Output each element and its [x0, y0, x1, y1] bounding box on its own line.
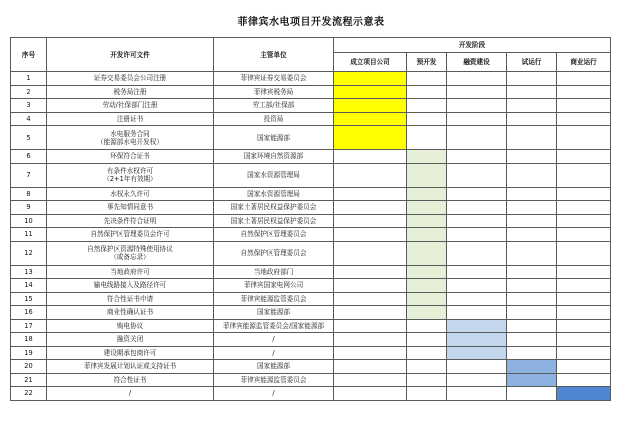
row-dept: 自然保护区管理委员会	[214, 228, 334, 242]
row-permit-text: 水电服务合同 （能源部水电开发权）	[97, 129, 163, 146]
row-dept: 菲律宾能源监管委员会/国家能源部	[214, 319, 334, 333]
row-number: 15	[11, 292, 47, 306]
row-permit-text: 建设期承包商许可	[103, 348, 157, 357]
stage-cell	[447, 387, 507, 401]
stage-cell-active	[334, 112, 407, 126]
row-permit-text: 税务局注册	[113, 87, 147, 96]
stage-cell	[557, 150, 611, 164]
row-permit-text: 环保符合证书	[110, 152, 150, 161]
row-number: 17	[11, 319, 47, 333]
row-dept: 当地政府部门	[214, 265, 334, 279]
row-permit	[47, 201, 214, 215]
row-dept: 国家能源部	[214, 306, 334, 320]
stage-cell	[407, 319, 447, 333]
stage-cell	[557, 265, 611, 279]
stage-cell	[557, 112, 611, 126]
stage-cell	[334, 150, 407, 164]
stage-cell	[407, 112, 447, 126]
stage-cell	[557, 201, 611, 215]
stage-cell	[507, 319, 557, 333]
table-row	[11, 112, 611, 126]
row-permit-text: 当地政府许可	[110, 267, 150, 276]
row-number: 14	[11, 279, 47, 293]
stage-cell	[507, 346, 557, 360]
stage-cell	[447, 241, 507, 265]
row-permit	[47, 360, 214, 374]
stage-cell	[557, 292, 611, 306]
stage-cell-active	[334, 126, 407, 150]
stage-cell	[447, 187, 507, 201]
stage-cell	[447, 99, 507, 113]
row-permit	[47, 346, 214, 360]
row-permit-text: 事先知情同意书	[106, 203, 154, 212]
stage-cell	[334, 201, 407, 215]
stage-cell	[507, 112, 557, 126]
stage-cell	[334, 373, 407, 387]
row-number: 2	[11, 85, 47, 99]
stage-cell	[507, 187, 557, 201]
stage-cell	[557, 85, 611, 99]
row-dept: 国家水资源管理局	[214, 187, 334, 201]
row-dept: 投资局	[214, 112, 334, 126]
stage-cell	[507, 333, 557, 347]
stage-cell-active	[407, 228, 447, 242]
stage-cell	[407, 387, 447, 401]
row-dept: /	[214, 387, 334, 401]
stage-cell	[334, 163, 407, 187]
row-permit-text: 购电协议	[116, 321, 144, 330]
row-dept: 菲律宾证券交易委员会	[214, 72, 334, 86]
stage-cell-active	[407, 150, 447, 164]
row-permit	[47, 214, 214, 228]
stage-cell	[447, 306, 507, 320]
stage-cell	[447, 292, 507, 306]
stage-cell	[557, 279, 611, 293]
stage-cell	[334, 333, 407, 347]
table-row	[11, 85, 611, 99]
stage-cell-active	[447, 319, 507, 333]
row-permit	[47, 241, 214, 265]
stage-cell-active	[407, 214, 447, 228]
row-dept: 菲律宾能源监管委员会	[214, 373, 334, 387]
row-number: 8	[11, 187, 47, 201]
stage-cell	[407, 373, 447, 387]
stage-cell	[447, 85, 507, 99]
header-stage-trial: 试运行	[507, 53, 557, 72]
stage-cell	[557, 163, 611, 187]
page-title: 菲律宾水电项目开发流程示意表	[237, 17, 385, 28]
row-permit-text: 输电线路接入及路径许可	[93, 281, 167, 290]
stage-cell	[334, 214, 407, 228]
stage-cell	[507, 387, 557, 401]
row-number: 7	[11, 163, 47, 187]
stage-cell	[507, 228, 557, 242]
row-dept: 劳工部/社保部	[214, 99, 334, 113]
stage-cell	[407, 346, 447, 360]
row-permit	[47, 228, 214, 242]
stage-cell-active	[334, 99, 407, 113]
stage-cell-active	[557, 387, 611, 401]
table-row	[11, 306, 611, 320]
stage-cell	[334, 319, 407, 333]
row-dept: /	[214, 333, 334, 347]
stage-cell	[334, 228, 407, 242]
row-permit-text: 自然保护区管理委员会许可	[90, 230, 170, 239]
row-permit	[47, 163, 214, 187]
stage-cell	[447, 112, 507, 126]
row-dept: 国家能源部	[214, 360, 334, 374]
stage-cell	[507, 265, 557, 279]
table-row	[11, 126, 611, 150]
row-number: 21	[11, 373, 47, 387]
row-number: 13	[11, 265, 47, 279]
stage-cell	[447, 373, 507, 387]
row-permit	[47, 387, 214, 401]
stage-cell	[447, 214, 507, 228]
row-permit	[47, 373, 214, 387]
row-permit-text: 符合性证书	[113, 375, 147, 384]
table-row	[11, 373, 611, 387]
row-number: 16	[11, 306, 47, 320]
stage-cell	[557, 187, 611, 201]
row-number: 11	[11, 228, 47, 242]
stage-cell	[507, 214, 557, 228]
stage-cell	[557, 214, 611, 228]
row-number: 9	[11, 201, 47, 215]
row-dept: 国家环境自然资源部	[214, 150, 334, 164]
row-number: 19	[11, 346, 47, 360]
stage-cell	[507, 99, 557, 113]
table-row	[11, 187, 611, 201]
stage-cell	[334, 187, 407, 201]
row-number: 4	[11, 112, 47, 126]
row-dept: 自然保护区管理委员会	[214, 241, 334, 265]
table-row	[11, 333, 611, 347]
stage-cell	[507, 279, 557, 293]
row-permit-text: 融资关闭	[116, 335, 144, 344]
row-number: 10	[11, 214, 47, 228]
stage-cell-active	[507, 360, 557, 374]
row-permit-text: 劳动/社保部门注册	[102, 101, 158, 110]
row-dept: 国家能源部	[214, 126, 334, 150]
stage-cell	[557, 99, 611, 113]
stage-cell	[507, 150, 557, 164]
stage-cell	[507, 306, 557, 320]
stage-cell-active	[447, 333, 507, 347]
stage-cell-active	[407, 201, 447, 215]
stage-cell-active	[407, 306, 447, 320]
stage-cell	[507, 292, 557, 306]
table-row	[11, 279, 611, 293]
stage-cell	[334, 360, 407, 374]
stage-cell	[334, 265, 407, 279]
row-permit	[47, 265, 214, 279]
stage-cell	[557, 373, 611, 387]
row-permit	[47, 150, 214, 164]
stage-cell	[557, 241, 611, 265]
stage-cell	[407, 360, 447, 374]
row-dept: 国家水资源管理局	[214, 163, 334, 187]
stage-cell	[557, 333, 611, 347]
stage-cell	[447, 279, 507, 293]
stage-cell	[447, 228, 507, 242]
row-permit	[47, 279, 214, 293]
stage-cell	[557, 306, 611, 320]
table-row	[11, 265, 611, 279]
table-body	[11, 72, 611, 401]
row-permit	[47, 99, 214, 113]
stage-cell	[557, 346, 611, 360]
table-row	[11, 360, 611, 374]
process-table	[10, 37, 611, 401]
row-dept: 国家土著居民权益保护委员会	[214, 214, 334, 228]
stage-cell	[447, 265, 507, 279]
row-dept: /	[214, 346, 334, 360]
header-stage-commercial: 商业运行	[557, 53, 611, 72]
stage-cell	[557, 228, 611, 242]
row-permit-text: 自然保护区资源特殊使用协议 （或备忘录）	[87, 245, 173, 261]
stage-cell	[407, 126, 447, 150]
table-row	[11, 346, 611, 360]
row-permit-text: 先决条件符合证明	[103, 216, 157, 225]
row-permit-text: 菲律宾发展计划认证或支持证书	[83, 362, 177, 371]
stage-cell-active	[407, 163, 447, 187]
stage-cell	[557, 126, 611, 150]
row-number: 1	[11, 72, 47, 86]
stage-cell	[334, 306, 407, 320]
row-dept: 菲律宾国家电网公司	[214, 279, 334, 293]
row-permit	[47, 72, 214, 86]
stage-cell-active	[507, 373, 557, 387]
row-permit	[47, 306, 214, 320]
table-row	[11, 241, 611, 265]
stage-cell	[407, 333, 447, 347]
stage-cell	[407, 85, 447, 99]
header-no: 序号	[11, 38, 47, 72]
row-permit	[47, 319, 214, 333]
stage-cell	[507, 201, 557, 215]
row-number: 20	[11, 360, 47, 374]
stage-cell	[407, 99, 447, 113]
stage-cell-active	[407, 241, 447, 265]
stage-cell	[447, 360, 507, 374]
stage-cell-active	[407, 279, 447, 293]
stage-cell	[447, 201, 507, 215]
row-number: 5	[11, 126, 47, 150]
stage-cell-active	[447, 346, 507, 360]
stage-cell-active	[334, 85, 407, 99]
stage-cell	[447, 163, 507, 187]
table-row	[11, 201, 611, 215]
row-number: 18	[11, 333, 47, 347]
stage-cell	[557, 360, 611, 374]
stage-cell-active	[334, 72, 407, 86]
header-permit: 开发许可文件	[47, 38, 214, 72]
table-row	[11, 163, 611, 187]
row-number: 22	[11, 387, 47, 401]
header-stage-group: 开发阶段	[334, 38, 611, 53]
row-dept: 国家土著居民权益保护委员会	[214, 201, 334, 215]
table-row	[11, 99, 611, 113]
stage-cell	[507, 126, 557, 150]
row-dept: 菲律宾税务局	[214, 85, 334, 99]
stage-cell	[447, 150, 507, 164]
row-permit	[47, 112, 214, 126]
stage-cell	[507, 163, 557, 187]
stage-cell	[334, 279, 407, 293]
table-row	[11, 72, 611, 86]
table-row	[11, 214, 611, 228]
row-number: 6	[11, 150, 47, 164]
stage-cell	[557, 72, 611, 86]
row-permit-text: 商业性确认证书	[106, 308, 154, 317]
header-dept: 主管单位	[214, 38, 334, 72]
row-permit	[47, 126, 214, 150]
stage-cell	[507, 72, 557, 86]
row-permit-text: 符合性证书申请	[106, 294, 154, 303]
stage-cell-active	[407, 187, 447, 201]
header-stage-finance: 融资建设	[447, 53, 507, 72]
header-stage-predev: 预开发	[407, 53, 447, 72]
row-permit-text: 证券交易委员会公司注册	[93, 74, 167, 83]
stage-cell	[507, 85, 557, 99]
row-permit-text: 水权永久许可	[110, 189, 150, 198]
row-permit-text: /	[128, 389, 132, 398]
stage-cell	[334, 292, 407, 306]
row-number: 12	[11, 241, 47, 265]
stage-cell	[447, 126, 507, 150]
stage-cell	[334, 241, 407, 265]
stage-cell	[334, 387, 407, 401]
stage-cell	[334, 346, 407, 360]
stage-cell	[557, 319, 611, 333]
row-permit	[47, 187, 214, 201]
row-number: 3	[11, 99, 47, 113]
table-row	[11, 292, 611, 306]
row-permit	[47, 85, 214, 99]
row-permit-text: 有条件水权许可 （2+1年有效期）	[103, 167, 157, 183]
table-row	[11, 319, 611, 333]
table-row	[11, 150, 611, 164]
row-permit-text: 注册证书	[116, 114, 144, 123]
stage-cell	[507, 241, 557, 265]
stage-cell-active	[407, 292, 447, 306]
header-stage-company: 成立项目公司	[334, 53, 407, 72]
stage-cell	[407, 72, 447, 86]
stage-cell-active	[407, 265, 447, 279]
row-dept: 菲律宾能源监管委员会	[214, 292, 334, 306]
table-row	[11, 228, 611, 242]
row-permit	[47, 333, 214, 347]
row-permit	[47, 292, 214, 306]
stage-cell	[447, 72, 507, 86]
table-row	[11, 387, 611, 401]
